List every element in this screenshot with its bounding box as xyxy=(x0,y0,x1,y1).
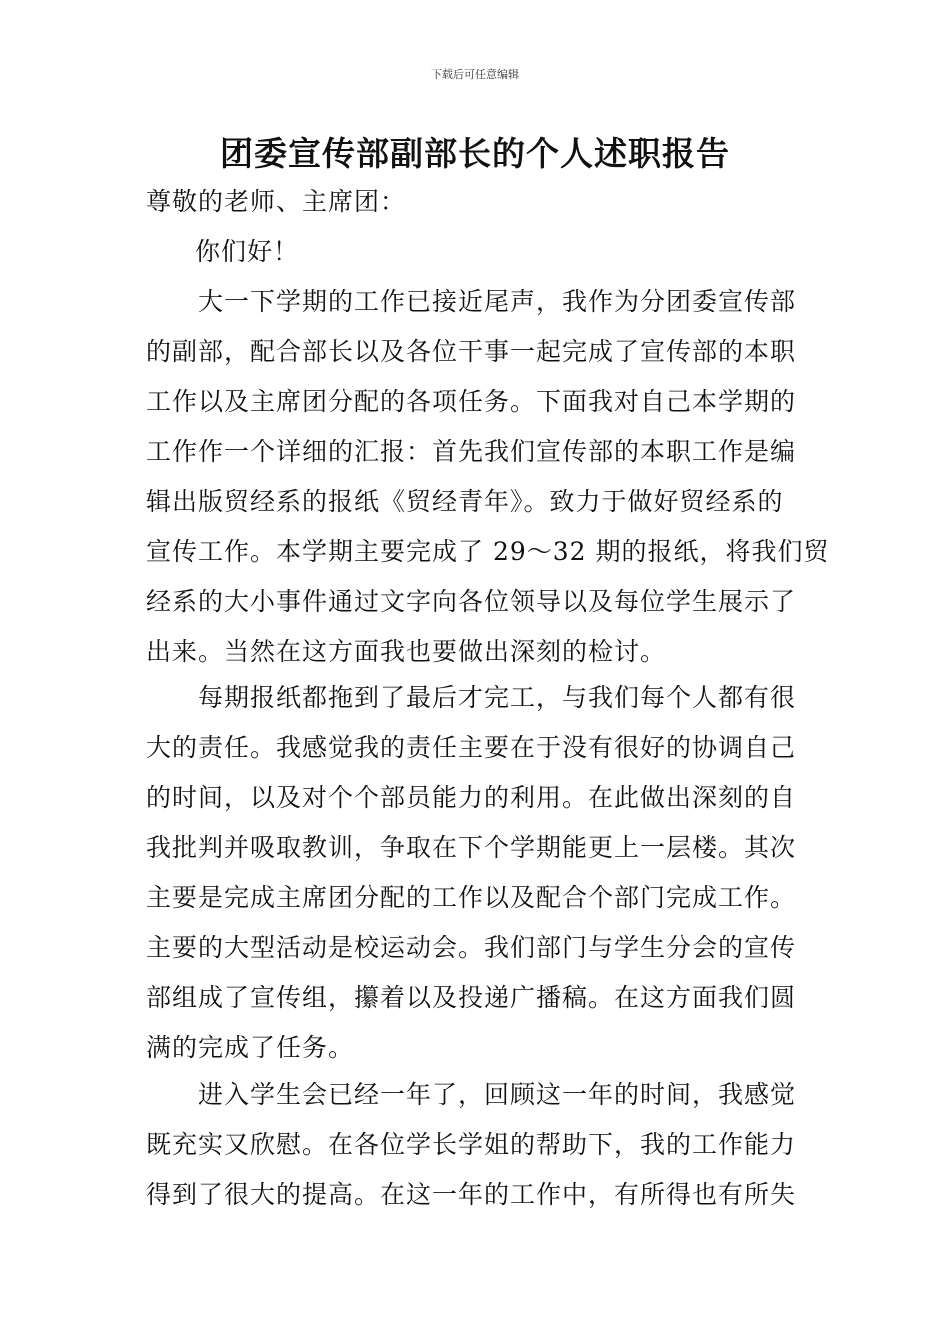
paragraph-line: 宣传工作。本学期主要完成了 29～32 期的报纸，将我们贸 xyxy=(146,537,830,566)
paragraph-line: 的时间，以及对个个部员能力的利用。在此做出深刻的自 xyxy=(146,783,797,812)
paragraph-line: 辑出版贸经系的报纸《贸经青年》。致力于做好贸经系的 xyxy=(146,487,784,516)
paragraph-2 xyxy=(146,673,806,1073)
paragraph-line: 每期报纸都拖到了最后才完工，与我们每个人都有很 xyxy=(146,683,797,712)
paragraph-line: 得到了很大的提高。在这一年的工作中，有所得也有所失 xyxy=(146,1180,797,1209)
paragraph-line: 大的责任。我感觉我的责任主要在于没有很好的协调自己 xyxy=(146,733,797,762)
paragraph-line: 主要的大型活动是校运动会。我们部门与学生分会的宣传 xyxy=(146,933,797,962)
paragraph-line: 出来。当然在这方面我也要做出深刻的检讨。 xyxy=(146,637,667,666)
paragraph-1 xyxy=(146,277,830,677)
paragraph-line: 工作以及主席团分配的各项任务。下面我对自己本学期的 xyxy=(146,387,797,416)
paragraph-line: 我批判并吸取教训，争取在下个学期能更上一层楼。其次 xyxy=(146,833,797,862)
paragraph-line: 的副部，配合部长以及各位干事一起完成了宣传部的本职 xyxy=(146,337,797,366)
page-title: 团委宣传部副部长的个人述职报告 xyxy=(220,134,730,173)
paragraph-line: 大一下学期的工作已接近尾声，我作为分团委宣传部 xyxy=(146,287,797,316)
paragraph-3 xyxy=(146,1070,806,1220)
paragraph-line: 进入学生会已经一年了，回顾这一年的时间，我感觉 xyxy=(146,1080,797,1109)
salutation: 尊敬的老师、主席团： xyxy=(146,187,407,216)
header-note: 下载后可任意编辑 xyxy=(431,68,519,81)
paragraph-line: 既充实又欣慰。在各位学长学姐的帮助下，我的工作能力 xyxy=(146,1130,797,1159)
paragraph-line: 经系的大小事件通过文字向各位领导以及每位学生展示了 xyxy=(146,587,797,616)
paragraph-line: 满的完成了任务。 xyxy=(146,1033,355,1062)
paragraph-line: 部组成了宣传组，攥着以及投递广播稿。在这方面我们圆 xyxy=(146,983,797,1012)
paragraph-line: 主要是完成主席团分配的工作以及配合个部门完成工作。 xyxy=(146,883,797,912)
greeting: 你们好！ xyxy=(195,237,300,266)
paragraph-line: 工作作一个详细的汇报：首先我们宣传部的本职工作是编 xyxy=(146,437,797,466)
